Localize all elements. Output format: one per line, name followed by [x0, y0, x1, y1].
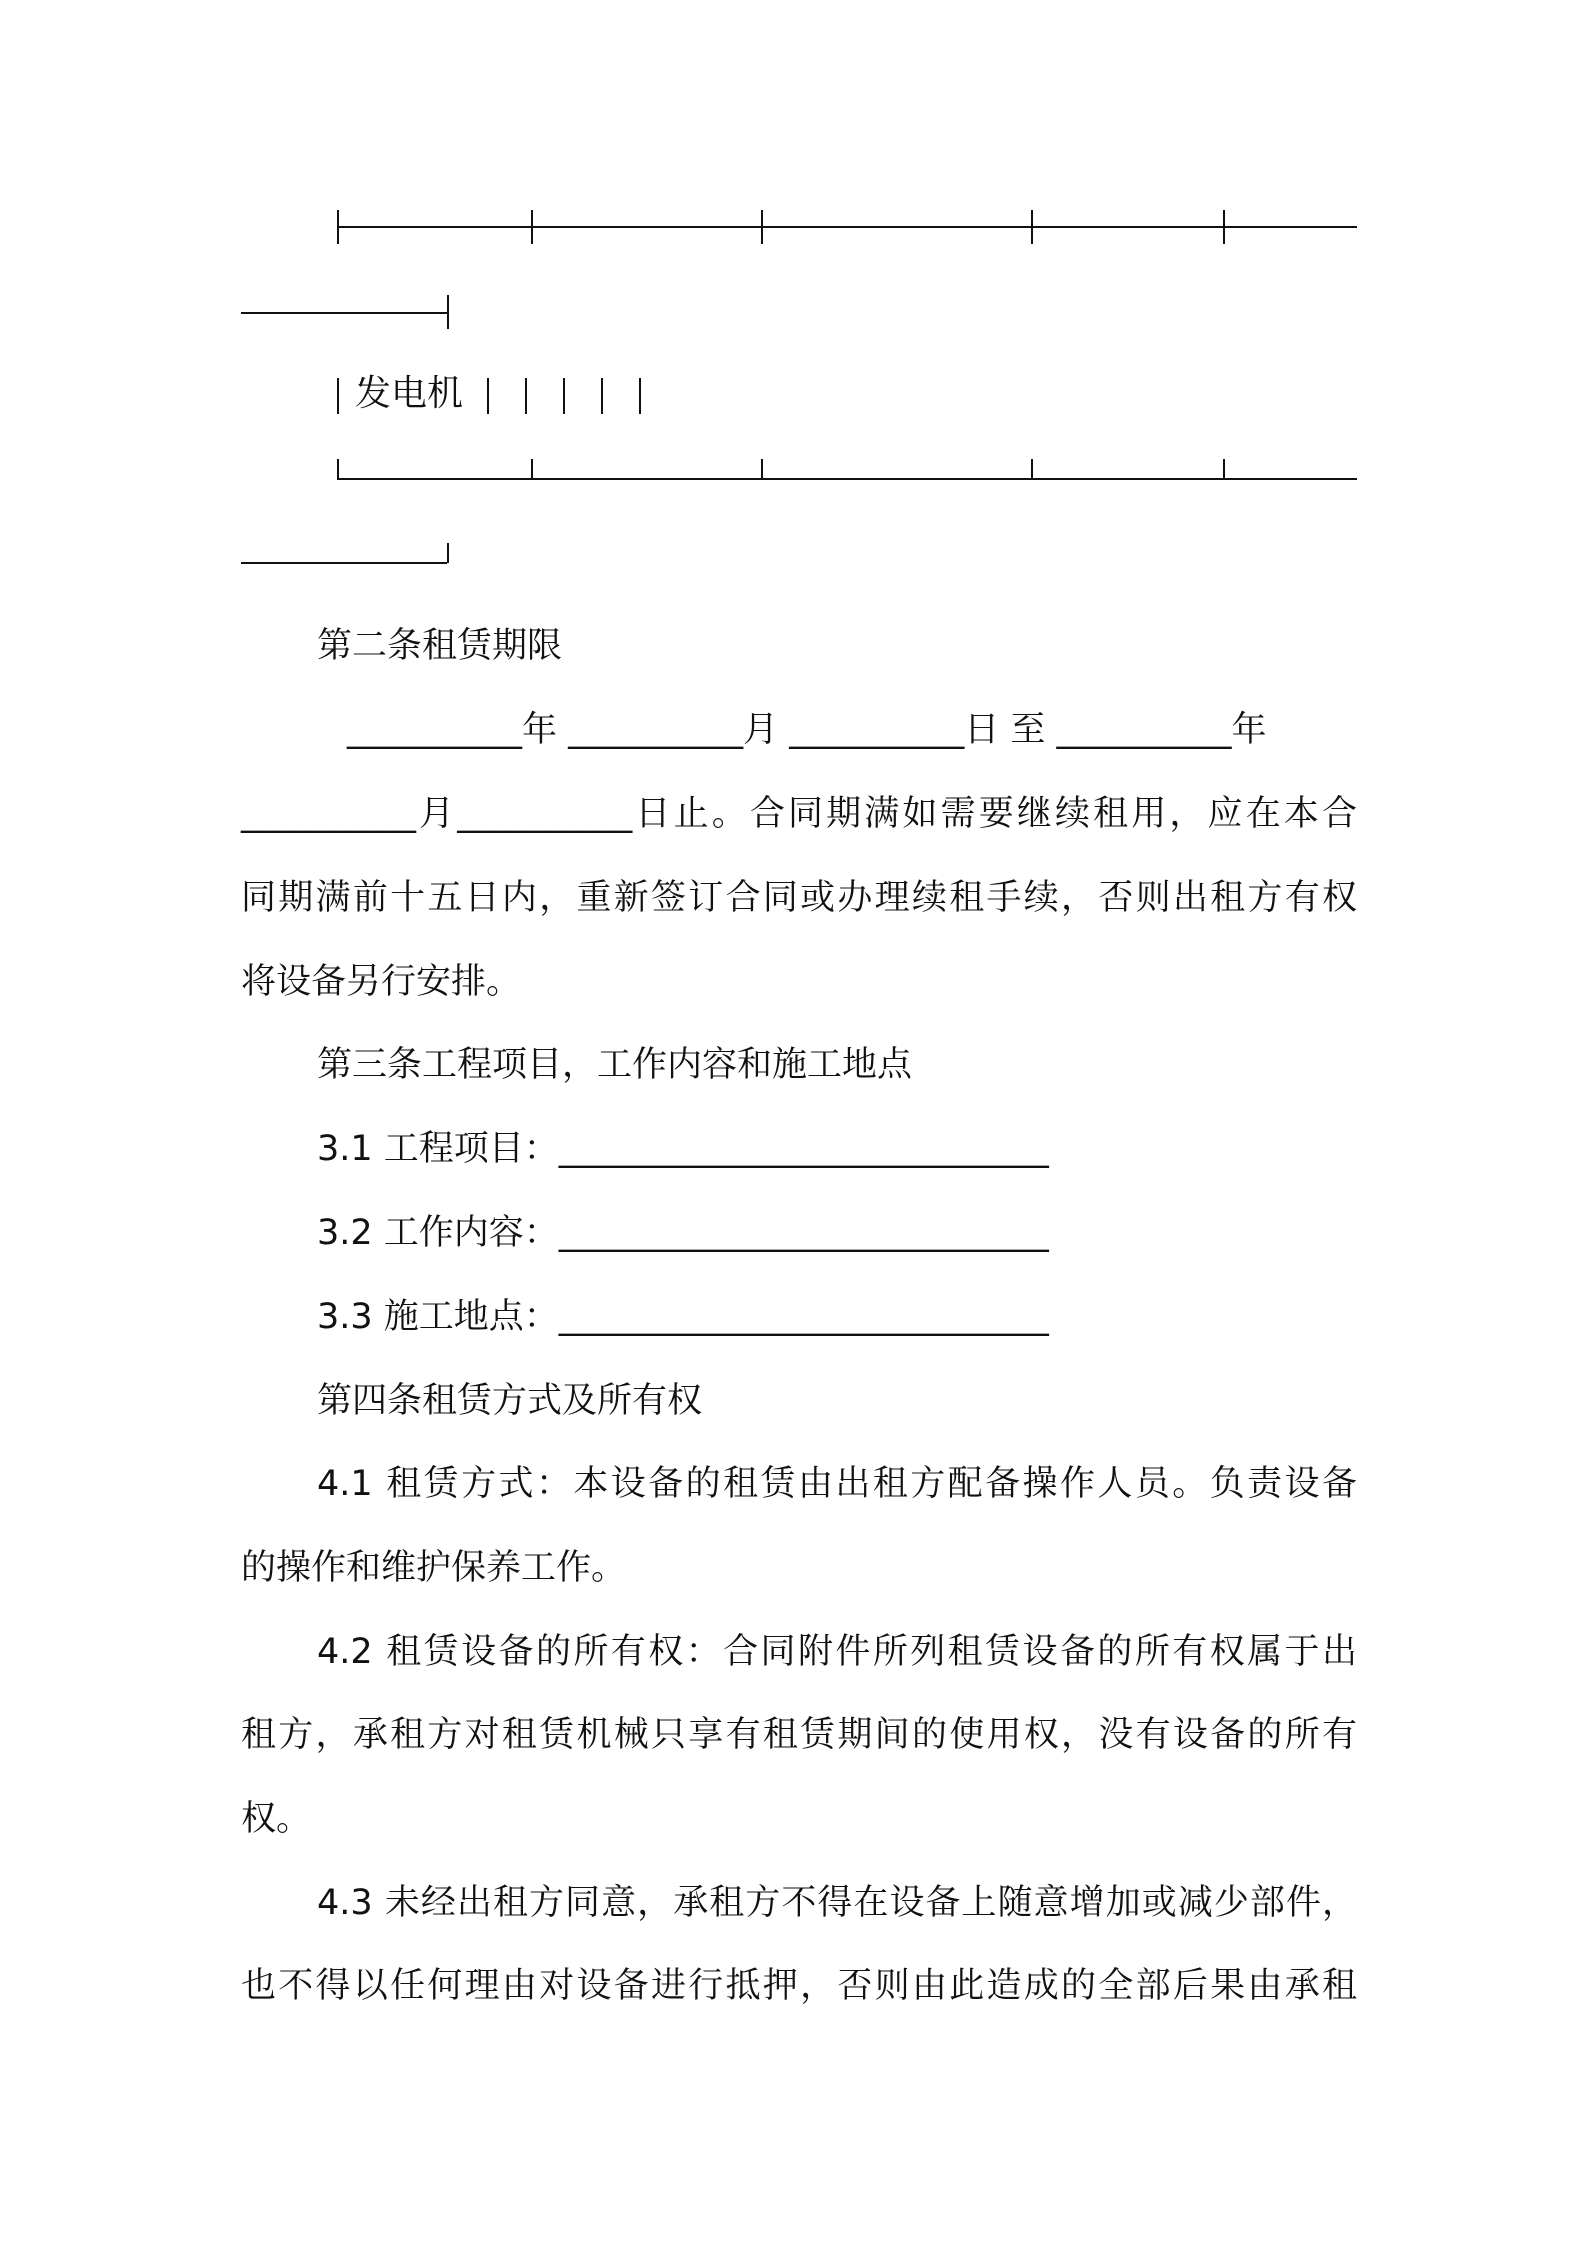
- lease-period-line-1: __________年 __________月 __________日 至 __________年: [347, 710, 1267, 750]
- paragraph-4-2-line-3: 权。: [241, 1799, 312, 1839]
- lease-period-line-3: 同期满前十五日内，重新签订合同或办理续租手续，否则出租方有权: [241, 878, 1357, 918]
- paragraph-4-2-line-1: 4.2 租赁设备的所有权：合同附件所列租赁设备的所有权属于出: [317, 1632, 1357, 1672]
- construction-site-field: 3.3 施工地点：____________________________: [317, 1297, 1049, 1337]
- paragraph-4-1-line-2: 的操作和维护保养工作。: [241, 1548, 627, 1588]
- lease-period-line-4: 将设备另行安排。: [241, 962, 522, 1002]
- paragraph-4-3-line-2: 也不得以任何理由对设备进行抵押，否则由此造成的全部后果由承租: [241, 1966, 1357, 2006]
- equipment-name-cell: 发电机: [355, 373, 464, 414]
- lease-period-line-2: __________月__________日止。合同期满如需要继续租用，应在本合: [241, 794, 1357, 834]
- work-content-field: 3.2 工作内容：____________________________: [317, 1213, 1049, 1253]
- article-4-heading: 第四条租赁方式及所有权: [317, 1381, 703, 1421]
- project-field: 3.1 工程项目：____________________________: [317, 1129, 1049, 1169]
- paragraph-4-2-line-2: 租方，承租方对租赁机械只享有租赁期间的使用权，没有设备的所有: [241, 1715, 1357, 1755]
- paragraph-4-3-line-1: 4.3 未经出租方同意，承租方不得在设备上随意增加或减少部件，: [317, 1883, 1357, 1923]
- paragraph-4-1-line-1: 4.1 租赁方式：本设备的租赁由出租方配备操作人员。负责设备: [317, 1464, 1357, 1504]
- article-3-heading: 第三条工程项目，工作内容和施工地点: [317, 1045, 913, 1085]
- article-2-heading: 第二条租赁期限: [317, 626, 563, 666]
